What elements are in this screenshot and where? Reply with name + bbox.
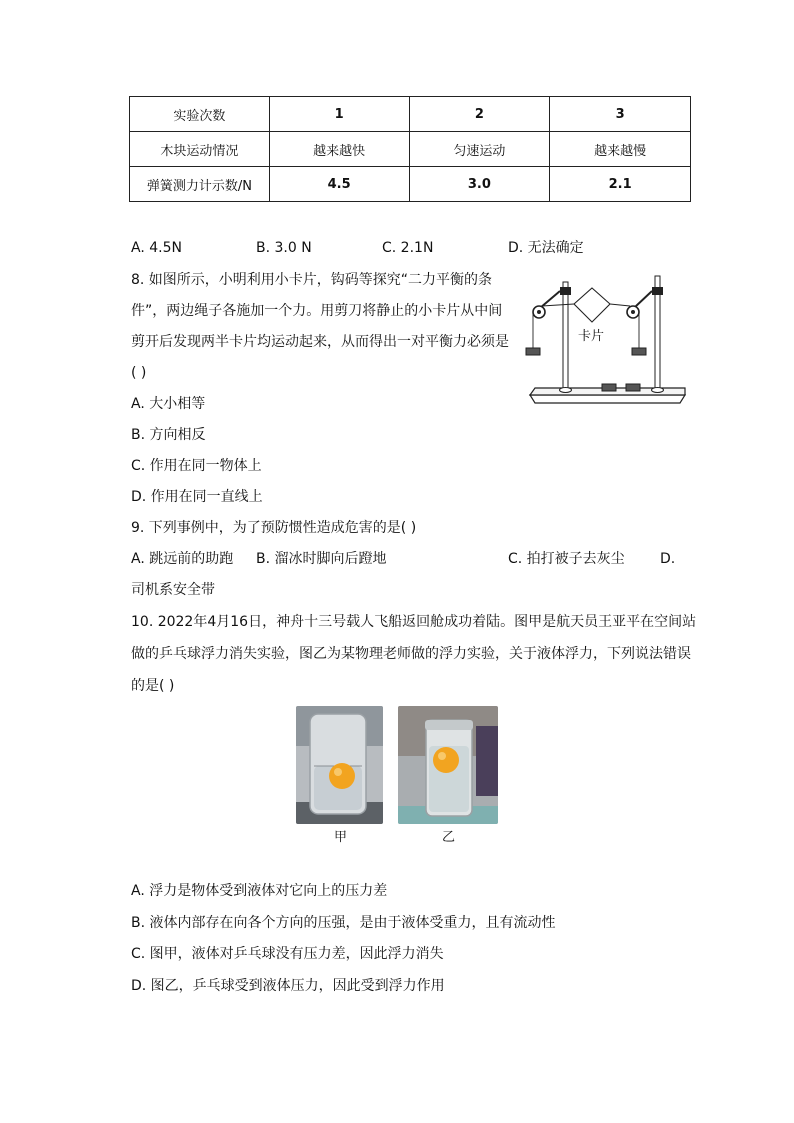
- table-cell: 2.1: [550, 167, 691, 202]
- table-cell: 越来越快: [269, 132, 409, 167]
- q8-option-b: B. 方向相反: [131, 427, 206, 443]
- table-header-cell: 2: [409, 97, 550, 132]
- photo-jia: [296, 706, 383, 824]
- table-cell: 越来越慢: [550, 132, 691, 167]
- q8-stem-line: 件”，两边绳子各施加一个力。用剪刀将静止的小卡片从中间: [131, 303, 503, 319]
- q9-option-a: A. 跳远前的助跑: [131, 551, 234, 567]
- q7-option-b: B. 3.0 N: [256, 240, 312, 256]
- q8-option-d: D. 作用在同一直线上: [131, 489, 263, 505]
- q7-option-a: A. 4.5N: [131, 240, 182, 256]
- table-header-cell: 实验次数: [130, 97, 270, 132]
- q9-option-d: D.: [660, 551, 676, 567]
- q10-option-b: B. 液体内部存在向各个方向的压强，是由于液体受重力，且有流动性: [131, 915, 556, 931]
- q9-stem: 9. 下列事例中，为了预防惯性造成危害的是( ): [131, 520, 417, 536]
- photo-yi: [398, 706, 498, 824]
- q10-stem-line: 做的乒乓球浮力消失实验，图乙为某物理老师做的浮力实验，关于液体浮力，下列说法错误: [131, 646, 691, 662]
- q8-option-c: C. 作用在同一物体上: [131, 458, 262, 474]
- q8-option-a: A. 大小相等: [131, 396, 206, 412]
- table-row: [130, 132, 691, 167]
- card-label: 卡片: [578, 329, 605, 344]
- table-cell: 木块运动情况: [130, 132, 270, 167]
- table-row: [130, 167, 691, 202]
- q10-stem-line: 的是( ): [131, 678, 175, 694]
- q10-stem-line: 10. 2022年4月16日，神舟十三号载人飞船返回舱成功着陆。图甲是航天员王亚平在空间站: [131, 614, 697, 630]
- q8-stem-line: ( ): [131, 365, 147, 381]
- q7-option-d: D. 无法确定: [508, 240, 584, 256]
- table-cell: 弹簧测力计示数/N: [130, 167, 270, 202]
- table-header-row: [130, 97, 691, 132]
- q7-option-c: C. 2.1N: [382, 240, 434, 256]
- table-cell: 匀速运动: [409, 132, 550, 167]
- table-cell: 4.5: [269, 167, 409, 202]
- table-header-cell: 1: [269, 97, 409, 132]
- q9-option-d-text: 司机系安全带: [131, 582, 215, 598]
- caption-yi: 乙: [442, 830, 456, 845]
- table-header-cell: 3: [550, 97, 691, 132]
- q8-stem-line: 8. 如图所示，小明利用小卡片，钩码等探究“二力平衡的条: [131, 272, 493, 288]
- q9-option-c: C. 拍打被子去灰尘: [508, 551, 625, 567]
- q10-option-d: D. 图乙，乒乓球受到液体压力，因此受到浮力作用: [131, 978, 445, 994]
- experiment-table: [129, 96, 691, 202]
- q10-option-a: A. 浮力是物体受到液体对它向上的压力差: [131, 883, 388, 899]
- q8-stem-line: 剪开后发现两半卡片均运动起来，从而得出一对平衡力必须是: [131, 334, 509, 350]
- caption-jia: 甲: [334, 830, 348, 845]
- card-balance-figure: [520, 270, 690, 410]
- q9-option-b: B. 溜冰时脚向后蹬地: [256, 551, 387, 567]
- q10-option-c: C. 图甲，液体对乒乓球没有压力差，因此浮力消失: [131, 946, 444, 962]
- table-cell: 3.0: [409, 167, 550, 202]
